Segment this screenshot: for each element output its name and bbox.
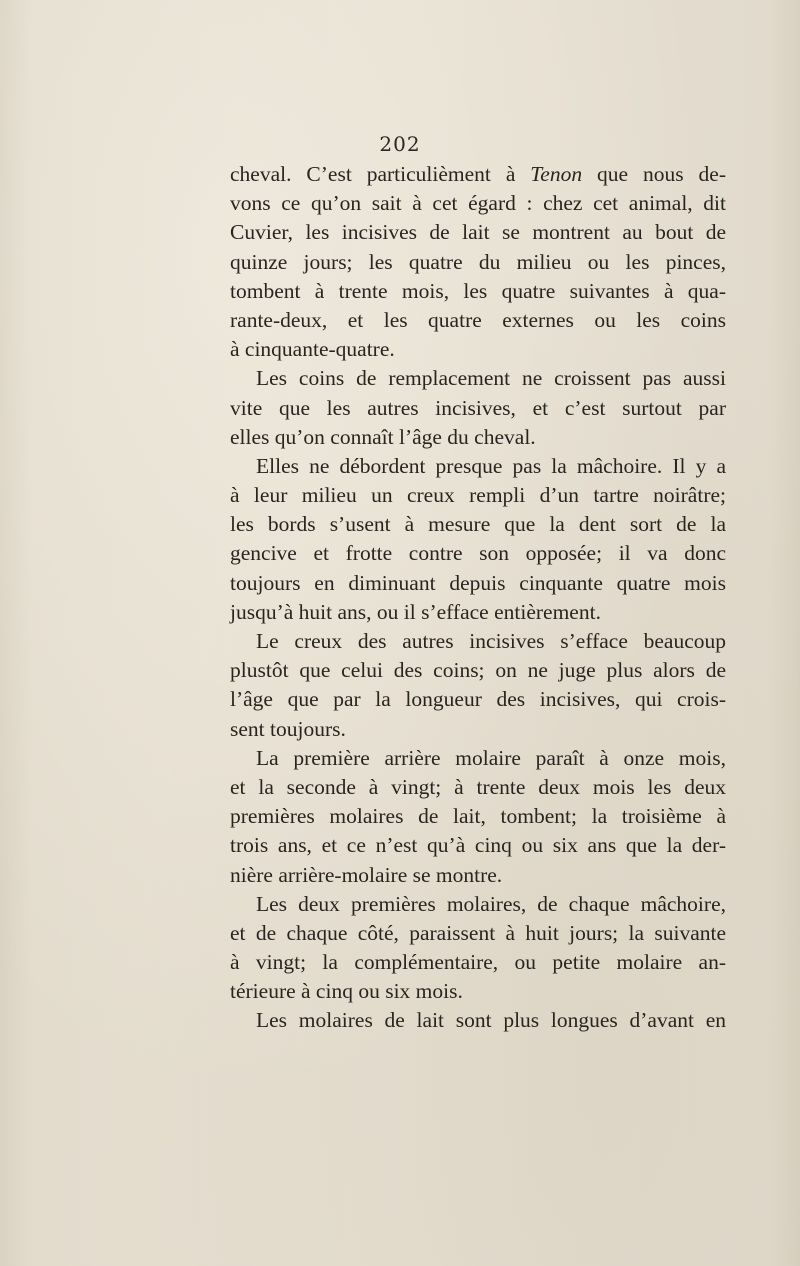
text-line: l’âge que par la longueur des incisives, qui crois- [230, 687, 726, 712]
text-line: cheval. C’est particulièment à Tenon que nous de- [230, 162, 726, 186]
text-line: trois ans, et ce n’est qu’à cinq ou six ans que la der- [230, 833, 726, 858]
text-line: Cuvier, les incisives de lait se montrent au bout de [230, 220, 726, 245]
text-line: à vingt; la complémentaire, ou petite molaire an- [230, 950, 726, 975]
paragraph [230, 1006, 726, 1035]
page-number: 202 [379, 132, 421, 156]
text-line: et de chaque côté, paraissent à huit jours; la suivante [230, 920, 726, 945]
text-line: elles qu’on connaît l’âge du cheval. [230, 424, 536, 449]
text-line: sent toujours. [230, 716, 346, 741]
body-text [230, 160, 726, 1036]
text-line: Elles ne débordent presque pas la mâchoire. Il y a [256, 453, 726, 478]
paragraph [230, 364, 726, 452]
text-line: La première arrière molaire paraît à onze mois, [256, 745, 726, 770]
text-line: à leur milieu un creux rempli d’un tartre noirâtre; [230, 483, 726, 508]
text-line: et la seconde à vingt; à trente deux mois les deux [230, 774, 726, 799]
text-line: rante-deux, et les quatre externes ou les coins [230, 307, 726, 332]
paragraph [230, 627, 726, 744]
text-line: nière arrière-molaire se montre. [230, 862, 503, 887]
text-line: Les deux premières molaires, de chaque mâchoire, [256, 891, 726, 916]
paragraph [230, 160, 726, 364]
text-line: jusqu’à huit ans, ou il s’efface entièrement. [230, 599, 601, 624]
paragraph [230, 452, 726, 627]
text-line: Le creux des autres incisives s’efface beaucoup [256, 629, 726, 653]
text-line: Les molaires de lait sont plus longues d’avant en [256, 1008, 726, 1033]
text-line: gencive et frotte contre son opposée; il va donc [230, 541, 726, 566]
paragraph [230, 744, 726, 890]
text-line: toujours en diminuant depuis cinquante quatre mois [230, 570, 726, 595]
text-line: vite que les autres incisives, et c’est surtout par [230, 395, 726, 420]
paragraph [230, 890, 726, 1007]
text-line: quinze jours; les quatre du milieu ou les pinces, [230, 249, 726, 274]
text-line: premières molaires de lait, tombent; la troisième à [230, 804, 726, 829]
text-line: Les coins de remplacement ne croissent pas aussi [256, 366, 726, 391]
text-line: à cinquante-quatre. [230, 337, 395, 362]
text-line: vons ce qu’on sait à cet égard : chez cet animal, dit [230, 191, 726, 216]
text-line: plustôt que celui des coins; on ne juge plus alors de [230, 658, 726, 683]
text-line: térieure à cinq ou six mois. [230, 979, 463, 1004]
text-line: tombent à trente mois, les quatre suivantes à qua- [230, 278, 726, 303]
text-line: les bords s’usent à mesure que la dent sort de la [230, 512, 726, 537]
